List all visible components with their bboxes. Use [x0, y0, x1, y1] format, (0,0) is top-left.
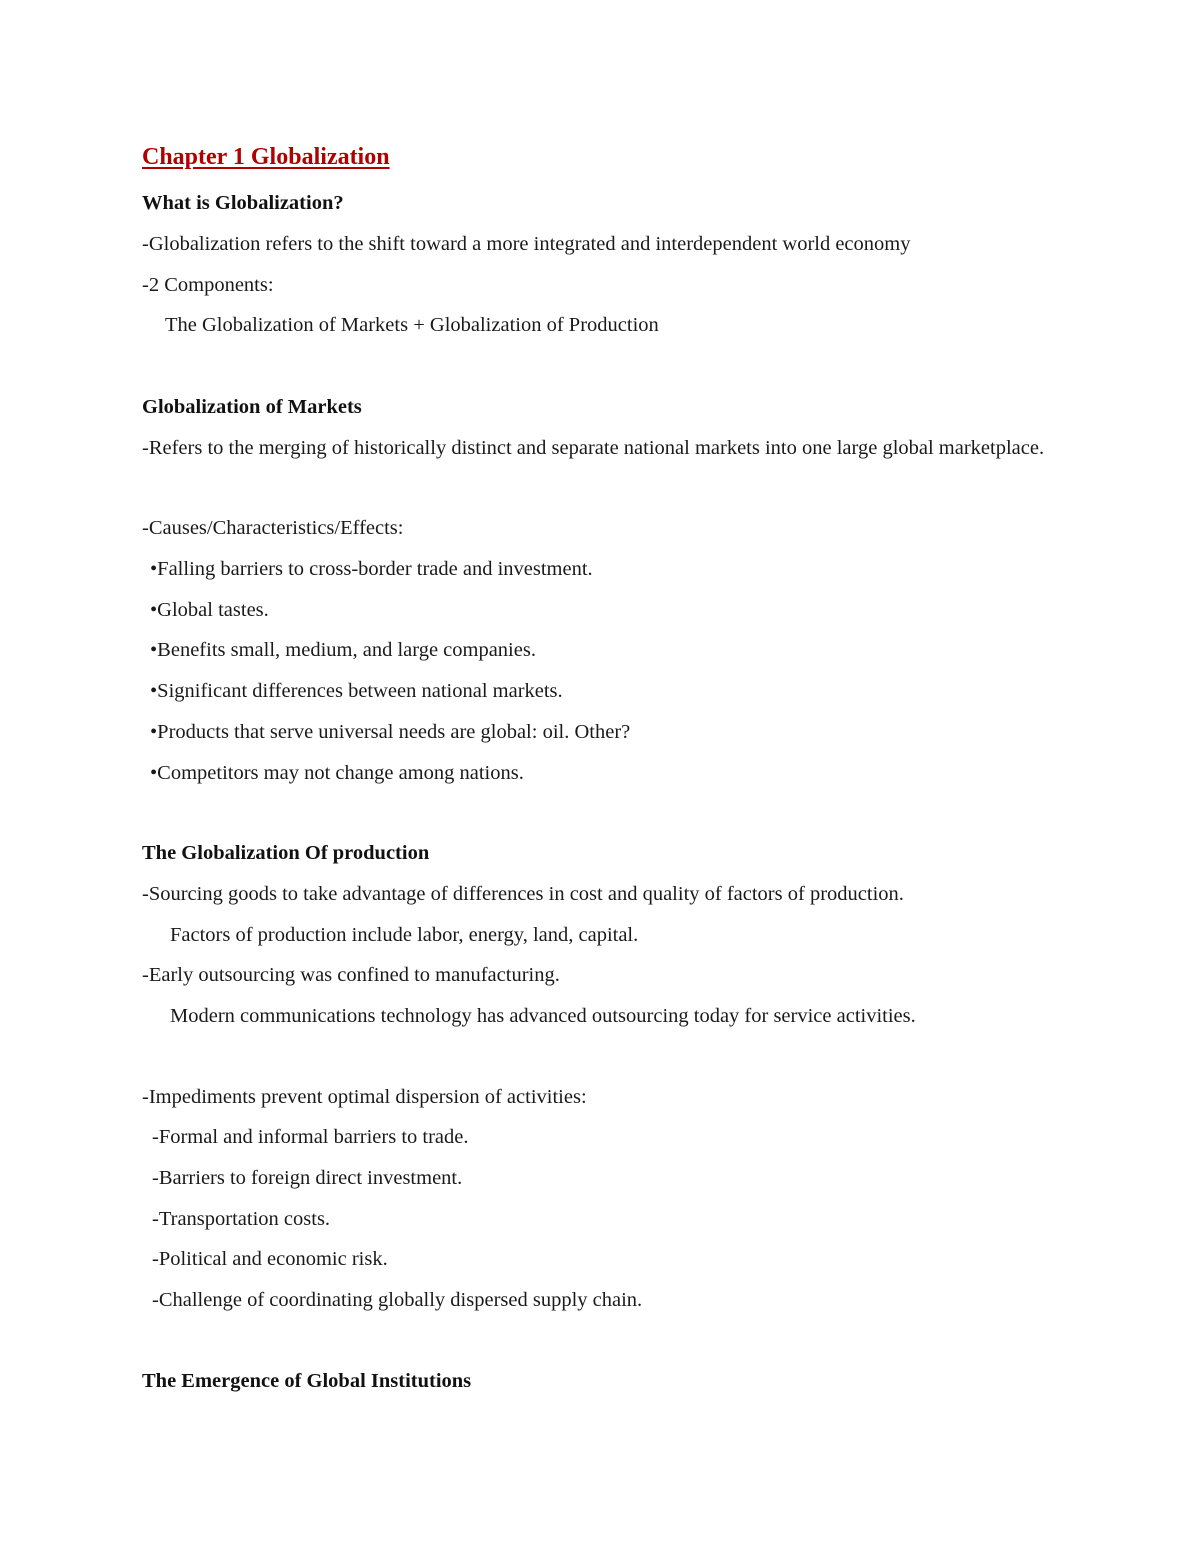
- sub-item: -Transportation costs.: [152, 1208, 331, 1230]
- paragraph-line: -Refers to the merging of historically distinct and separate national markets into one large global marketplace.: [142, 437, 1045, 459]
- chapter-title: Chapter 1 Globalization: [142, 144, 390, 170]
- sub-item: -Challenge of coordinating globally dispersed supply chain.: [152, 1289, 643, 1311]
- paragraph-line-indented: Factors of production include labor, energy, land, capital.: [170, 924, 639, 946]
- sub-item: -Political and economic risk.: [152, 1248, 388, 1270]
- paragraph-line-indented: The Globalization of Markets + Globalization of Production: [165, 314, 659, 336]
- bullet-item: •Competitors may not change among nations.: [150, 762, 524, 784]
- section-heading-global-institutions: The Emergence of Global Institutions: [142, 1370, 472, 1392]
- bullet-item: •Significant differences between national markets.: [150, 680, 563, 702]
- paragraph-line: -Causes/Characteristics/Effects:: [142, 517, 404, 539]
- paragraph-line: -Globalization refers to the shift toward a more integrated and interdependent world economy: [142, 233, 911, 255]
- sub-item: -Barriers to foreign direct investment.: [152, 1167, 463, 1189]
- bullet-item: •Benefits small, medium, and large companies.: [150, 639, 536, 661]
- section-heading-globalization-of-production: The Globalization Of production: [142, 842, 430, 864]
- paragraph-line: -Early outsourcing was confined to manufacturing.: [142, 964, 560, 986]
- sub-item: -Formal and informal barriers to trade.: [152, 1126, 469, 1148]
- paragraph-line: -Sourcing goods to take advantage of differences in cost and quality of factors of production.: [142, 883, 904, 905]
- bullet-item: •Global tastes.: [150, 599, 269, 621]
- section-heading-what-is-globalization: What is Globalization?: [142, 192, 344, 214]
- paragraph-line-indented: Modern communications technology has advanced outsourcing today for service activities.: [170, 1005, 916, 1027]
- section-heading-globalization-of-markets: Globalization of Markets: [142, 396, 362, 418]
- paragraph-line: -2 Components:: [142, 274, 274, 296]
- paragraph-line: -Impediments prevent optimal dispersion of activities:: [142, 1086, 587, 1108]
- bullet-item: •Falling barriers to cross-border trade and investment.: [150, 558, 593, 580]
- bullet-item: •Products that serve universal needs are global: oil. Other?: [150, 721, 631, 743]
